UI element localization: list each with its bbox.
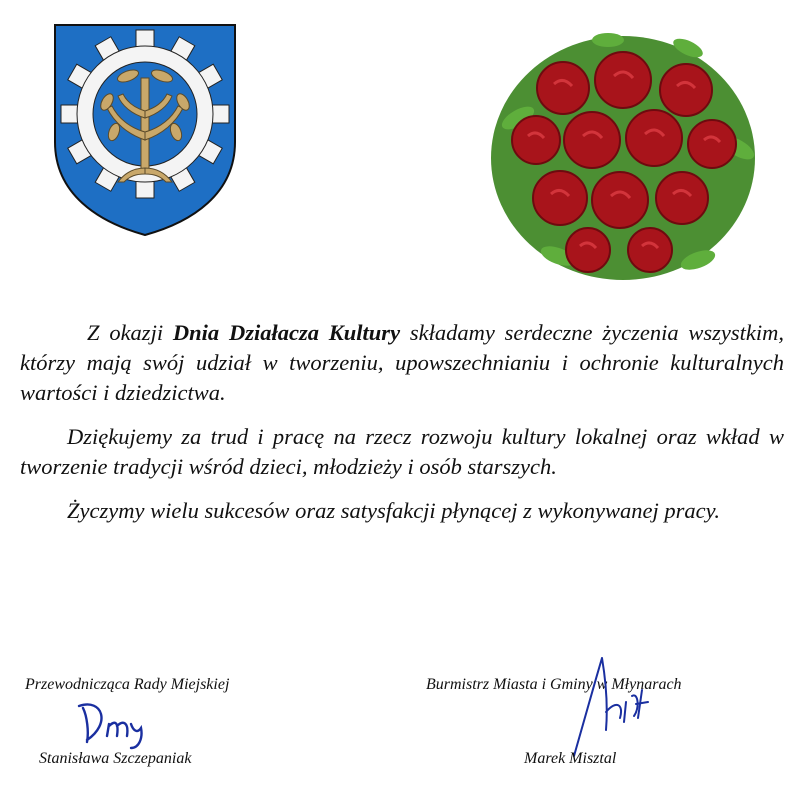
handwritten-signature-left [73,694,183,750]
coat-of-arms-icon [52,22,238,238]
paragraph-1 [20,318,784,408]
paragraph-3 [20,496,784,526]
roses-bouquet-icon [488,28,758,284]
right-signer-title: Burmistrz Miasta i Gminy w Młynarach [426,676,682,693]
left-signer-title: Przewodnicząca Rady Miejskiej [25,676,230,693]
paragraph-2-body: Dziękujemy za trud i pracę na rzecz rozwoju kultury lokalnej oraz wkład w tworzenie tradycji wśród dzieci, młodzieży i osób starszych. [20,424,784,479]
handwritten-signature-right [562,652,658,762]
paragraph-1-intro: Z okazji [87,320,173,345]
paragraph-2 [20,422,784,482]
occasion-name: Dnia Działacza Kultury [172,320,401,345]
left-signer-name: Stanisława Szczepaniak [39,750,192,767]
greeting-letter [20,318,784,540]
paragraph-1-body: składamy serdeczne życzenia wszystkim, którzy mają swój udział w tworzeniu, upowszechnianiu i ochronie kulturalnych wartości i dziedzictwa. [20,320,785,405]
paragraph-3-body: Życzymy wielu sukcesów oraz satysfakcji płynącej z wykonywanej pracy. [67,498,720,523]
right-signer-name: Marek Misztal [524,750,617,767]
